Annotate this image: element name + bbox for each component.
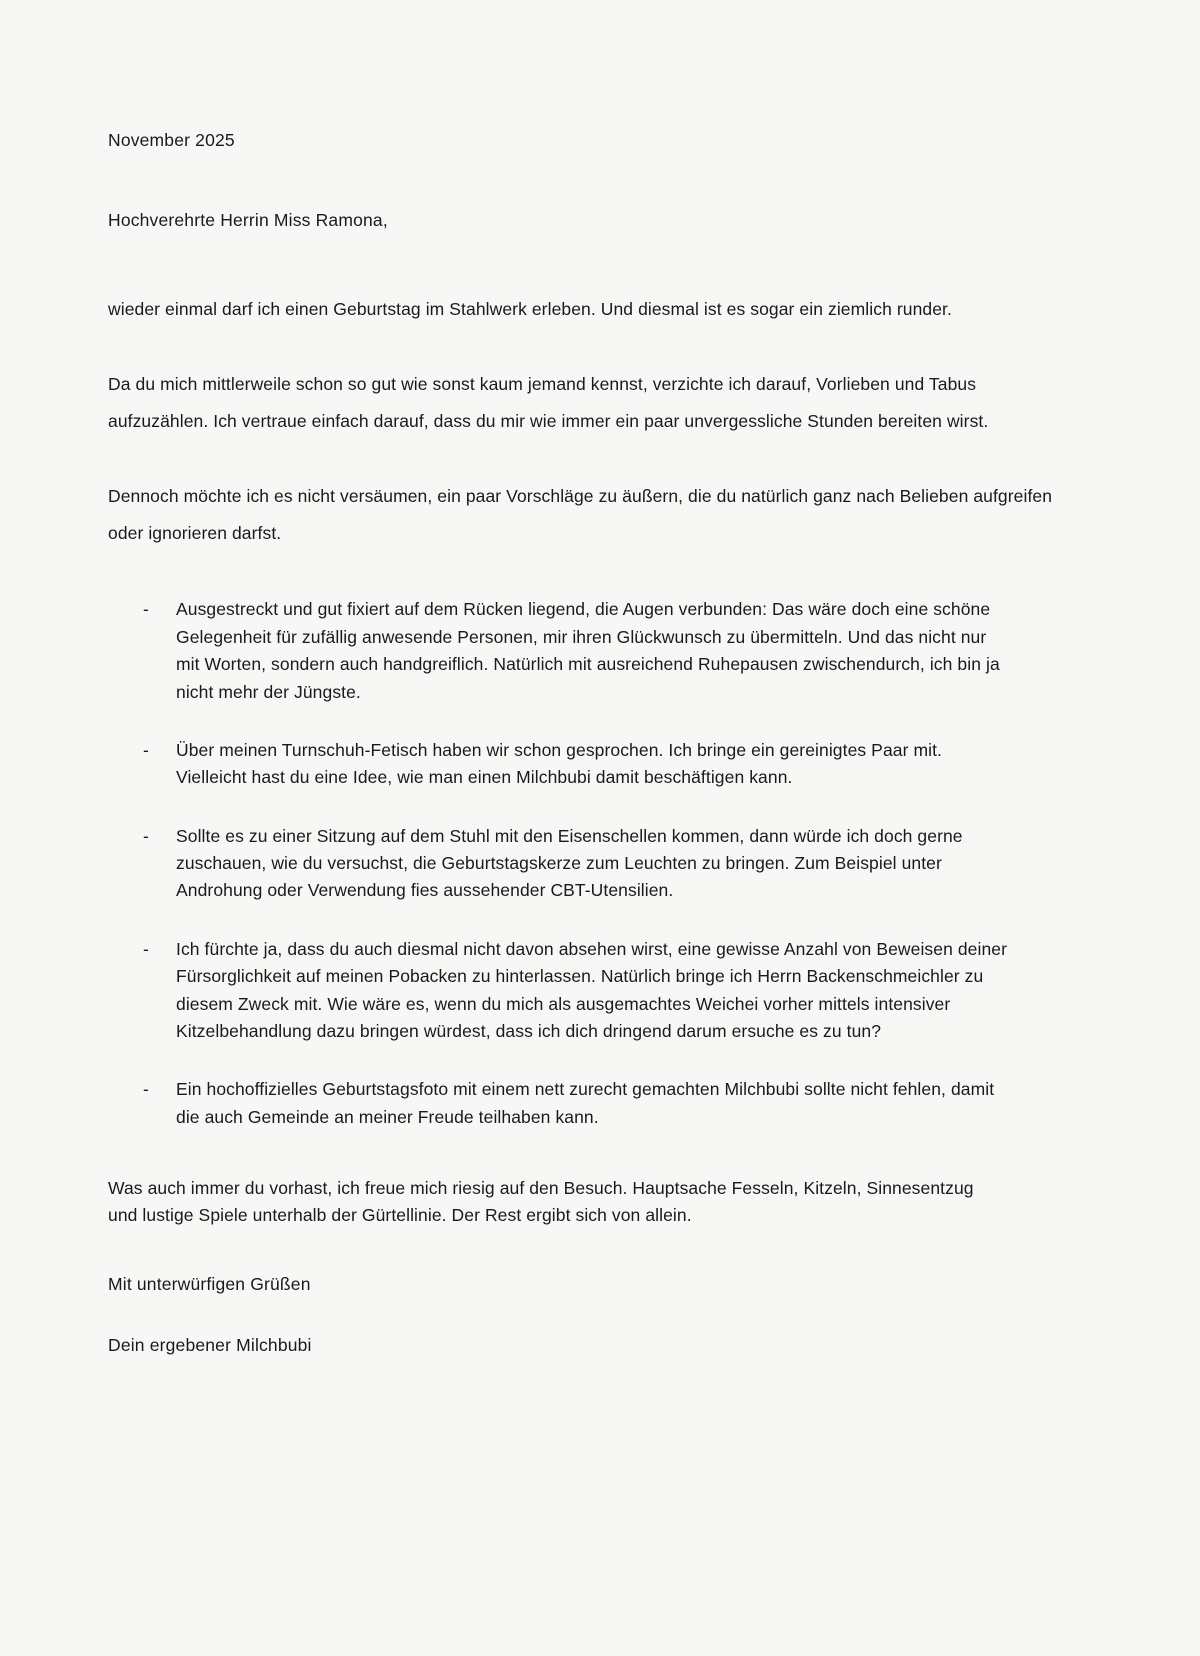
opening-paragraph-1: wieder einmal darf ich einen Geburtstag im Stahlwerk erleben. Und diesmal ist es sogar ein ziemlich runder. — [108, 299, 952, 319]
list-item — [108, 1076, 1013, 1131]
list-item-text: Über meinen Turnschuh-Fetisch haben wir schon gesprochen. Ich bringe ein gereinigtes Paar mit. Vielleicht hast du eine Idee, wie man einen Milchbubi damit beschäftigen kann. — [176, 739, 942, 788]
list-marker-hyphen: - — [143, 1079, 149, 1100]
letter-salutation: Hochverehrte Herrin Miss Ramona, — [108, 209, 388, 230]
list-item-text: Ausgestreckt und gut fixiert auf dem Rücken liegend, die Augen verbunden: Das wäre doch eine schöne Gelegenheit für zufällig anwesende Personen, mir ihren Glückwunsch zu übermitteln. Und das nicht nur mit Worten, sondern auch handgreiflich. Natürlich mit ausreichend Ruhepausen zwischendurch, ich bin ja nicht mehr der Jüngste. — [176, 599, 1000, 702]
suggestion-list — [108, 596, 1013, 1131]
list-marker-hyphen: - — [143, 825, 149, 846]
list-marker-hyphen: - — [143, 739, 149, 760]
closing-paragraph: Was auch immer du vorhast, ich freue mich riesig auf den Besuch. Hauptsache Fesseln, Kitzeln, Sinnesentzug und lustige Spiele unterhalb der Gürtellinie. Der Rest ergibt sich von allein. — [108, 1178, 974, 1226]
list-item — [108, 596, 1013, 706]
list-item — [108, 823, 1013, 905]
list-item — [108, 737, 1013, 792]
list-marker-hyphen: - — [143, 599, 149, 620]
letter-signature: Dein ergebener Milchbubi — [108, 1335, 312, 1356]
list-item-text: Ein hochoffizielles Geburtstagsfoto mit einem nett zurecht gemachten Milchbubi sollte nicht fehlen, damit die auch Gemeinde an meiner Freude teilhaben kann. — [176, 1079, 995, 1127]
list-item-text: Sollte es zu einer Sitzung auf dem Stuhl mit den Eisenschellen kommen, dann würde ich doch gerne zuschauen, wie du versuchst, die Geburtstagskerze zum Leuchten zu bringen. Zum Beispiel unter Androhung oder Verwendung fies aussehender CBT-Utensilien. — [176, 825, 963, 901]
opening-paragraph-2: Da du mich mittlerweile schon so gut wie sonst kaum jemand kennst, verzichte ich darauf, Vorlieben und Tabus aufzuzählen. Ich vertraue einfach darauf, dass du mir wie immer ein paar unvergessliche Stunden bereiten wirst. — [108, 374, 989, 432]
list-item — [108, 936, 1013, 1046]
letter-body — [108, 132, 1058, 1355]
list-marker-hyphen: - — [143, 938, 149, 959]
letter-date: November 2025 — [108, 130, 235, 150]
list-item-text: Ich fürchte ja, dass du auch diesmal nicht davon absehen wirst, eine gewisse Anzahl von Beweisen deiner Fürsorglichkeit auf meinen Pobacken zu hinterlassen. Natürlich bringe ich Herrn Backenschmeichler zu diesem Zweck mit. Wie wäre es, wenn du mich als ausgemachtes Weichei vorher mittels intensiver Kitzelbehandlung dazu bringen würdest, dass ich dich dringend darum ersuche es zu tun? — [176, 938, 1008, 1041]
letter-signoff: Mit unterwürfigen Grüßen — [108, 1273, 311, 1294]
opening-paragraph-3: Dennoch möchte ich es nicht versäumen, ein paar Vorschläge zu äußern, die du natürlich ganz nach Belieben aufgreifen oder ignorieren darfst. — [108, 486, 1053, 544]
